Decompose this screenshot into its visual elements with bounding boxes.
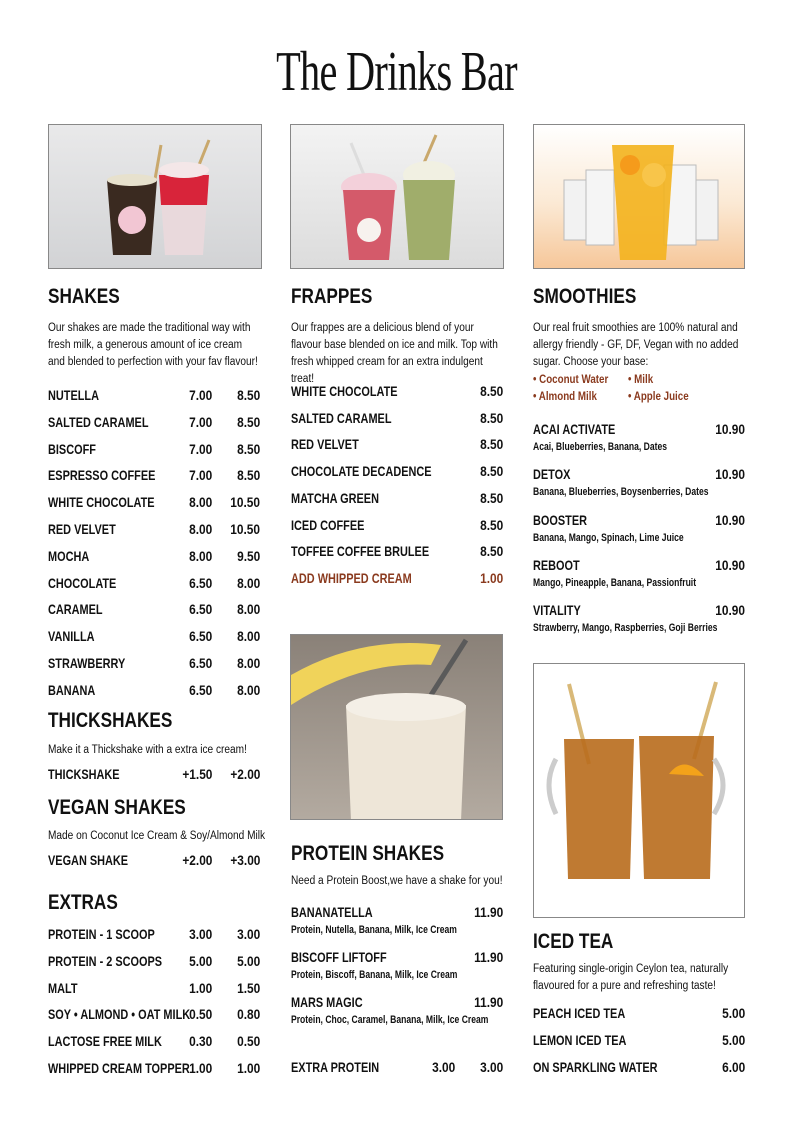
- smoothie-base-coconut: • Coconut Water: [533, 374, 609, 386]
- item-name: BISCOFF LIFTOFF: [291, 949, 387, 965]
- item-ingredients: Protein, Nutella, Banana, Milk, Ice Cream: [291, 924, 457, 936]
- item-price-large: 8.50: [236, 387, 260, 403]
- item-price-large: 0.80: [236, 1006, 260, 1023]
- item-price-regular: 6.50: [188, 655, 212, 671]
- item-price-large: 1.50: [236, 979, 260, 996]
- menu-row: [48, 653, 260, 673]
- menu-row: [291, 902, 503, 922]
- item-name: MARS MAGIC: [291, 994, 363, 1010]
- smoothies-heading: SMOOTHIES: [533, 285, 637, 308]
- item-price: 10.90: [715, 466, 745, 483]
- menu-row: [48, 492, 260, 512]
- item-price: 8.50: [479, 489, 503, 506]
- item-price-regular: 6.50: [188, 574, 212, 591]
- menu-row: [533, 419, 745, 439]
- menu-row: [291, 461, 503, 481]
- item-price: 8.50: [479, 463, 503, 480]
- menu-row: [48, 924, 260, 944]
- item-name: ON SPARKLING WATER: [533, 1059, 658, 1075]
- shakes-heading: SHAKES: [48, 285, 120, 308]
- item-name: PROTEIN - 2 SCOOPS: [48, 952, 163, 969]
- item-price-large: 8.50: [236, 467, 260, 484]
- item-name: DETOX: [533, 466, 571, 483]
- item-name: PROTEIN - 1 SCOOP: [48, 926, 155, 942]
- item-price-large: 10.50: [230, 494, 260, 511]
- item-ingredients: Banana, Blueberries, Boysenberries, Dates: [533, 486, 709, 499]
- menu-row: [291, 515, 503, 535]
- item-name: SALTED CARAMEL: [291, 409, 392, 426]
- item-name: VEGAN SHAKE: [48, 852, 129, 868]
- smoothie-base-milk: • Milk: [628, 374, 654, 386]
- menu-row: [533, 555, 745, 575]
- smoothie-base-apple: • Apple Juice: [628, 391, 689, 403]
- item-name: TOFFEE COFFEE BRULEE: [291, 543, 430, 560]
- item-price-large: 1.00: [236, 1060, 260, 1076]
- item-name: LACTOSE FREE MILK: [48, 1033, 162, 1050]
- item-price-regular: +2.00: [181, 852, 212, 868]
- menu-row: [48, 385, 260, 405]
- item-price-regular: 6.50: [188, 628, 212, 645]
- item-name: RED VELVET: [291, 436, 359, 453]
- item-name: RED VELVET: [48, 521, 116, 537]
- item-price: 8.50: [479, 436, 503, 453]
- menu-row: [291, 381, 503, 401]
- item-price: 8.50: [479, 409, 503, 426]
- menu-row: [48, 465, 260, 485]
- item-name: VITALITY: [533, 602, 581, 619]
- item-ingredients: Banana, Mango, Spinach, Lime Juice: [533, 531, 684, 544]
- item-name: CHOCOLATE DECADENCE: [291, 463, 432, 480]
- item-price: 8.50: [479, 543, 503, 560]
- item-name: ESPRESSO COFFEE: [48, 467, 156, 484]
- item-ingredients: Protein, Choc, Caramel, Banana, Milk, Ice Cream: [291, 1014, 489, 1026]
- menu-row: [48, 546, 260, 566]
- item-name: BANANA: [48, 681, 96, 698]
- menu-row: [533, 510, 745, 530]
- frappes-heading: FRAPPES: [291, 285, 373, 308]
- item-price: 10.90: [715, 421, 745, 437]
- shakes-description: Our shakes are made the traditional way with fresh milk, a generous amount of ice cream and blended to perfection with your fav flavour!: [48, 322, 258, 368]
- item-name: EXTRA PROTEIN: [291, 1059, 380, 1075]
- item-ingredients: Protein, Biscoff, Banana, Milk, Ice Cream: [291, 969, 458, 981]
- item-name: BOOSTER: [533, 511, 588, 528]
- item-price-large: 8.00: [236, 628, 260, 645]
- menu-row: [533, 1003, 745, 1023]
- thickshakes-description: Make it a Thickshake with a extra ice cream!: [48, 744, 247, 756]
- item-ingredients: Mango, Pineapple, Banana, Passionfruit: [533, 576, 697, 589]
- item-name: ACAI ACTIVATE: [533, 421, 616, 437]
- frappes-description: Our frappes are a delicious blend of your flavour base blended on ice and milk. Top with fresh whipped cream for an extra indulgent treat!: [291, 322, 498, 385]
- item-price-regular: 8.00: [188, 521, 212, 537]
- menu-row: [533, 1057, 745, 1077]
- item-price-large: 8.50: [236, 413, 260, 430]
- menu-row: [48, 626, 260, 646]
- menu-row: [533, 600, 745, 620]
- smoothies-photo: [533, 124, 745, 269]
- item-name: MOCHA: [48, 547, 90, 564]
- item-name: WHITE CHOCOLATE: [291, 383, 398, 399]
- item-name: MALT: [48, 979, 78, 996]
- menu-row: [291, 947, 503, 967]
- protein-shakes-heading: PROTEIN SHAKES: [291, 842, 445, 865]
- menu-row: [291, 434, 503, 454]
- item-price: 8.50: [479, 383, 503, 399]
- menu-row: [291, 992, 503, 1012]
- menu-row: [48, 599, 260, 619]
- item-price-large: 3.00: [479, 1059, 503, 1075]
- item-price-regular: 7.00: [188, 413, 212, 430]
- item-name: ICED COFFEE: [291, 516, 365, 533]
- item-price-regular: 3.00: [188, 926, 212, 942]
- smoothies-description: Our real fruit smoothies are 100% natural and allergy friendly - GF, DF, Vegan with no added sugar. Choose your base:: [533, 322, 739, 368]
- menu-row: [291, 1057, 503, 1077]
- item-price-regular: +1.50: [181, 766, 212, 782]
- item-name: VANILLA: [48, 628, 95, 645]
- item-name: WHIPPED CREAM TOPPER: [48, 1060, 190, 1076]
- item-ingredients: Strawberry, Mango, Raspberries, Goji Berries: [533, 622, 718, 635]
- item-price-large: +2.00: [229, 766, 260, 782]
- iced-tea-heading: ICED TEA: [533, 930, 614, 953]
- item-price: 6.00: [721, 1059, 745, 1075]
- smoothie-base-almond: • Almond Milk: [533, 391, 597, 403]
- menu-row: [48, 573, 260, 593]
- item-ingredients: Acai, Blueberries, Banana, Dates: [533, 441, 668, 453]
- item-price-regular: 7.00: [188, 467, 212, 484]
- menu-row: [291, 488, 503, 508]
- menu-row: [48, 519, 260, 539]
- item-name: REBOOT: [533, 556, 580, 573]
- item-price-regular: 1.00: [188, 979, 212, 996]
- item-price: 1.00: [479, 569, 503, 586]
- item-price-regular: 7.00: [188, 387, 212, 403]
- item-price: 8.50: [479, 516, 503, 533]
- extras-heading: EXTRAS: [48, 891, 118, 914]
- item-price-regular: 5.00: [188, 952, 212, 969]
- item-price: 11.90: [473, 994, 503, 1010]
- menu-row: [291, 541, 503, 561]
- menu-row: [48, 951, 260, 971]
- item-price: 11.90: [473, 949, 503, 965]
- item-name: SALTED CARAMEL: [48, 413, 149, 430]
- item-name: CHOCOLATE: [48, 574, 117, 591]
- thickshakes-heading: THICKSHAKES: [48, 709, 173, 732]
- item-price-large: 3.00: [236, 926, 260, 942]
- item-price-regular: 7.00: [188, 440, 212, 457]
- item-price-regular: 1.00: [188, 1060, 212, 1076]
- menu-row: [48, 978, 260, 998]
- item-name: SOY • ALMOND • OAT MILK: [48, 1006, 191, 1023]
- item-name: PEACH ICED TEA: [533, 1005, 626, 1021]
- item-price-large: +3.00: [229, 852, 260, 868]
- item-name: LEMON ICED TEA: [533, 1032, 627, 1048]
- menu-row: [48, 439, 260, 459]
- item-price-large: 8.00: [236, 574, 260, 591]
- shakes-photo: [48, 124, 262, 269]
- item-name: STRAWBERRY: [48, 655, 126, 671]
- item-price-large: 8.00: [236, 601, 260, 618]
- menu-row: [48, 850, 260, 870]
- protein-description: Need a Protein Boost,we have a shake for you!: [291, 875, 503, 887]
- item-price-regular: 8.00: [188, 494, 212, 511]
- item-name: WHITE CHOCOLATE: [48, 494, 155, 511]
- item-name: BANANATELLA: [291, 904, 373, 920]
- item-price: 10.90: [715, 556, 745, 573]
- item-name: MATCHA GREEN: [291, 489, 379, 506]
- item-price: 5.00: [721, 1032, 745, 1048]
- item-name: BISCOFF: [48, 440, 96, 457]
- item-price: 5.00: [721, 1005, 745, 1021]
- menu-row: [48, 764, 260, 784]
- item-price-regular: 6.50: [188, 681, 212, 698]
- menu-row: [48, 1004, 260, 1024]
- protein-shake-photo: [290, 634, 503, 820]
- item-price-regular: 3.00: [431, 1059, 455, 1075]
- menu-row: [48, 1058, 260, 1078]
- item-name: ADD WHIPPED CREAM: [291, 569, 412, 586]
- item-price-regular: 0.30: [188, 1033, 212, 1050]
- menu-row: [533, 464, 745, 484]
- item-price-regular: 0.50: [188, 1006, 212, 1023]
- item-name: NUTELLA: [48, 387, 99, 403]
- item-name: THICKSHAKE: [48, 766, 120, 782]
- menu-row: [291, 408, 503, 428]
- item-price-regular: 6.50: [188, 601, 212, 618]
- item-name: CARAMEL: [48, 601, 103, 618]
- frappes-photo: [290, 124, 504, 269]
- iced-tea-photo: [533, 663, 745, 918]
- vegan-description: Made on Coconut Ice Cream & Soy/Almond Milk: [48, 830, 266, 842]
- item-price-large: 0.50: [236, 1033, 260, 1050]
- item-price: 10.90: [715, 602, 745, 619]
- page-title: The Drinks Bar: [276, 41, 517, 103]
- vegan-shakes-heading: VEGAN SHAKES: [48, 796, 186, 819]
- item-price: 11.90: [473, 904, 503, 920]
- menu-row: [48, 1031, 260, 1051]
- item-price: 10.90: [715, 511, 745, 528]
- item-price-regular: 8.00: [188, 547, 212, 564]
- item-price-large: 8.00: [236, 655, 260, 671]
- iced-tea-description: Featuring single-origin Ceylon tea, naturally flavoured for a pure and refreshing taste!: [533, 963, 729, 992]
- menu-row: [291, 568, 503, 588]
- menu-row: [48, 412, 260, 432]
- item-price-large: 10.50: [230, 521, 260, 537]
- item-price-large: 9.50: [236, 547, 260, 564]
- item-price-large: 8.00: [236, 681, 260, 698]
- menu-row: [48, 680, 260, 700]
- menu-row: [533, 1030, 745, 1050]
- item-price-large: 8.50: [236, 440, 260, 457]
- item-price-large: 5.00: [236, 952, 260, 969]
